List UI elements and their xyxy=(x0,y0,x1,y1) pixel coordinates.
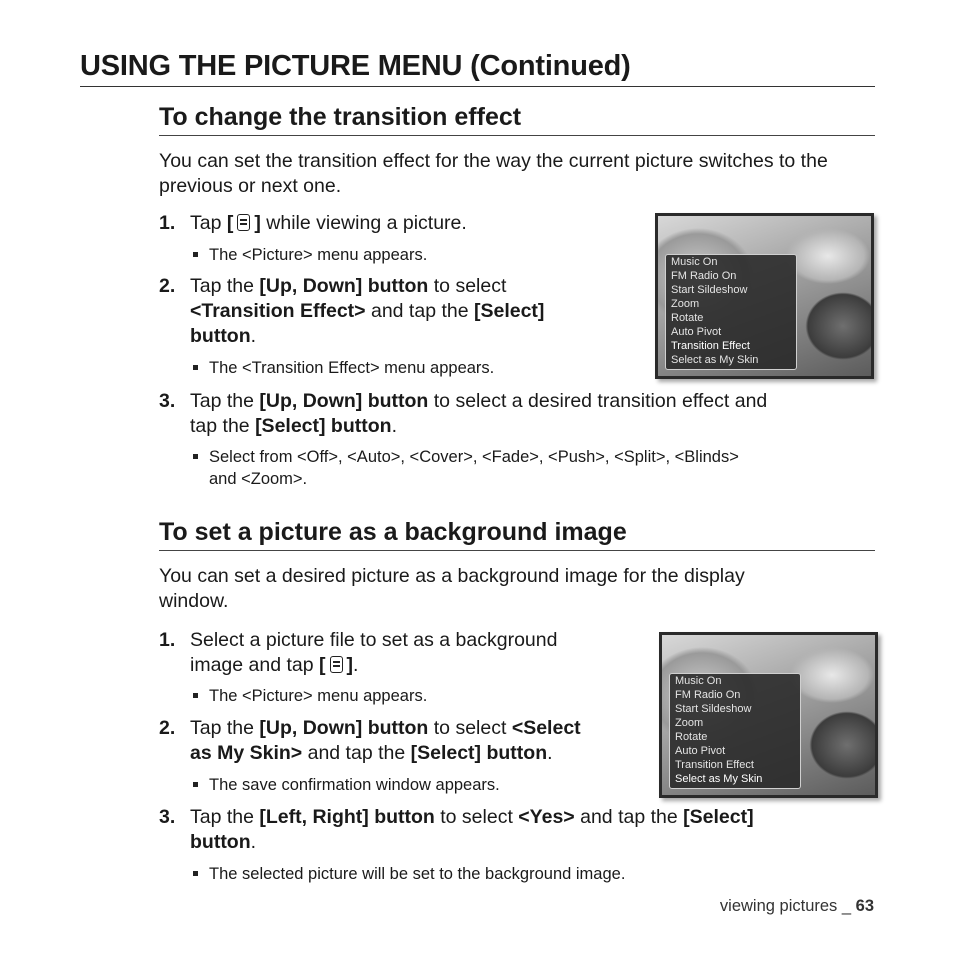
device-screen-transition xyxy=(655,213,874,379)
intro-line: window. xyxy=(159,590,229,612)
step-text: . xyxy=(250,831,257,853)
menu-item: Auto Pivot xyxy=(675,745,726,757)
bracket-open: [ xyxy=(319,654,326,676)
bullet-line: Select from <Off>, <Auto>, <Cover>, <Fade>, <Push>, <Split>, <Blinds> xyxy=(209,448,739,466)
button-ref: [Up, Down] button xyxy=(259,390,429,412)
step-text: Tap the xyxy=(190,806,260,828)
menu-item: Start Sildeshow xyxy=(675,703,752,715)
step-text: Tap the xyxy=(190,275,260,297)
title-divider xyxy=(80,86,875,87)
section2-bullet1 xyxy=(193,685,613,707)
step-text: . xyxy=(547,742,553,764)
menu-item: Transition Effect xyxy=(675,759,754,771)
menu-icon xyxy=(237,214,250,231)
menu-item: Rotate xyxy=(671,312,704,324)
menu-item: Auto Pivot xyxy=(671,326,722,338)
step-text: to select xyxy=(428,275,507,297)
menu-ref: <Select xyxy=(511,717,581,739)
bracket-close: ] xyxy=(254,212,261,234)
bullet-line: and <Zoom>. xyxy=(209,470,308,488)
step-text: . xyxy=(250,325,257,347)
button-ref: [Up, Down] button xyxy=(259,275,429,297)
section2-bullet2 xyxy=(193,774,613,796)
menu-ref: <Transition Effect> xyxy=(190,300,366,322)
menu-item: Start Sildeshow xyxy=(671,284,748,296)
button-ref: [Select] xyxy=(683,806,754,828)
button-ref: [Up, Down] button xyxy=(259,717,429,739)
option-ref: <Yes> xyxy=(518,806,575,828)
menu-item: Rotate xyxy=(675,731,708,743)
section2-bullet3 xyxy=(193,863,873,885)
section2-divider xyxy=(159,550,875,551)
menu-item: Zoom xyxy=(675,717,704,729)
step-text: to select xyxy=(434,806,519,828)
section1-intro: You can set the transition effect for the way the current picture switches to the previous or next one. xyxy=(159,150,828,197)
section1-step3 xyxy=(159,389,875,439)
bullet-square xyxy=(193,693,198,698)
page-title: USING THE PICTURE MENU (Continued) xyxy=(80,50,631,82)
step-text: and tap the xyxy=(574,806,684,828)
button-ref: [Select] xyxy=(473,300,545,322)
step-text: image and tap xyxy=(190,654,320,676)
menu-item: FM Radio On xyxy=(671,270,737,282)
step-number: 2. xyxy=(159,275,176,297)
section2-step3 xyxy=(159,805,875,855)
section2-intro xyxy=(159,564,879,614)
section1-bullet3 xyxy=(193,446,873,490)
step-text: to select xyxy=(428,717,512,739)
bracket-open: [ xyxy=(226,212,234,234)
step-text: while viewing a picture. xyxy=(260,212,467,234)
step-text: Tap xyxy=(190,212,227,234)
bullet-square xyxy=(193,252,198,257)
section1-bullet2 xyxy=(193,357,613,379)
section1-heading: To change the transition effect xyxy=(159,103,522,131)
section2-step2 xyxy=(159,716,639,766)
bullet-text: The selected picture will be set to the background image. xyxy=(209,865,626,883)
menu-item: FM Radio On xyxy=(675,689,741,701)
section1-divider xyxy=(159,135,875,136)
device-screen-skin xyxy=(659,632,878,798)
step-text: and tap the xyxy=(302,742,411,764)
menu-item: Zoom xyxy=(671,298,700,310)
menu-icon xyxy=(330,656,343,673)
bullet-text xyxy=(209,446,739,490)
menu-ref: as My Skin> xyxy=(190,742,303,764)
bullet-square xyxy=(193,365,198,370)
menu-item: Music On xyxy=(675,675,722,687)
page-footer xyxy=(720,897,874,916)
menu-item: Music On xyxy=(671,256,718,268)
step-text: Tap the xyxy=(190,717,260,739)
bullet-text: The <Picture> menu appears. xyxy=(209,687,428,705)
bullet-square xyxy=(193,782,198,787)
step-number: 1. xyxy=(159,629,176,651)
bullet-text: The <Transition Effect> menu appears. xyxy=(209,359,495,377)
footer-section-label: viewing pictures _ xyxy=(719,897,856,915)
picture-menu-overlay xyxy=(665,254,797,370)
step-number: 2. xyxy=(159,717,176,739)
button-ref: [Select] button xyxy=(255,415,392,437)
section2-step1 xyxy=(159,628,639,678)
step-text: . xyxy=(391,415,397,437)
button-ref: button xyxy=(190,831,251,853)
button-ref: [Left, Right] button xyxy=(259,806,435,828)
menu-item-selected: Select as My Skin xyxy=(675,773,763,785)
section2-heading: To set a picture as a background image xyxy=(159,518,627,546)
intro-line: You can set a desired picture as a background image for the display xyxy=(159,565,745,587)
step-text: tap the xyxy=(190,415,256,437)
bullet-text: The save confirmation window appears. xyxy=(209,776,500,794)
step-text: Select a picture file to set as a background xyxy=(190,629,558,651)
bullet-text: The <Picture> menu appears. xyxy=(209,246,428,264)
bullet-square xyxy=(193,871,198,876)
step-number: 1. xyxy=(159,212,176,234)
button-ref: button xyxy=(190,325,251,347)
menu-item: Select as My Skin xyxy=(671,354,759,366)
page-number: 63 xyxy=(855,897,874,915)
step-number: 3. xyxy=(159,390,176,412)
picture-menu-overlay xyxy=(669,673,801,789)
section1-step2 xyxy=(159,274,619,350)
bracket-close: ] xyxy=(346,654,354,676)
step-text: to select a desired transition effect and xyxy=(428,390,768,412)
bullet-square xyxy=(193,454,198,459)
step-number: 3. xyxy=(159,806,176,828)
button-ref: [Select] button xyxy=(410,742,548,764)
section1-step1 xyxy=(159,211,619,236)
step-text: . xyxy=(353,654,359,676)
section1-bullet1 xyxy=(193,244,613,266)
menu-item-selected: Transition Effect xyxy=(671,340,750,352)
step-text: and tap the xyxy=(365,300,474,322)
step-text: Tap the xyxy=(190,390,260,412)
